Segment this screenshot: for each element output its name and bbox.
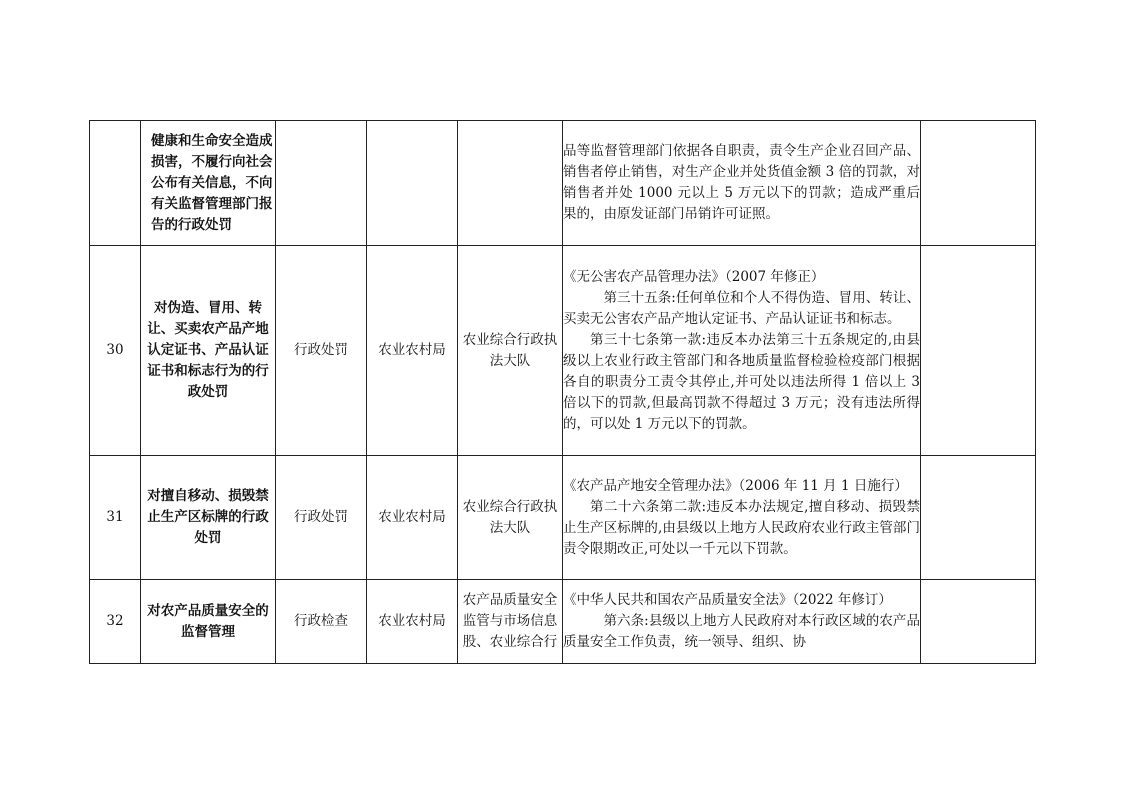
table-row — [90, 121, 1036, 246]
table-row — [90, 456, 1036, 580]
item-department: 农业农村局 — [367, 246, 458, 456]
item-type — [276, 121, 367, 246]
item-type: 行政处罚 — [276, 456, 367, 580]
authority-list-table — [89, 120, 1036, 664]
item-name: 对擅自移动、损毁禁止生产区标牌的行政处罚 — [141, 456, 276, 580]
basis-paragraph: 品等监督管理部门依据各自职责，责令生产企业召回产品、销售者停止销售，对生产企业并处货值金额 3 倍的罚款，对销售者并处 1000 元以上 5 万元以下的罚款；造成严重后果的，由原发证部门吊销许可证照。 — [563, 143, 920, 222]
basis-paragraph: 第六条:县级以上地方人民政府对本行政区域的农产品质量安全工作负责，统一领导、组织、协 — [563, 613, 920, 650]
row-number — [90, 121, 141, 246]
item-type: 行政检查 — [276, 580, 367, 664]
item-unit: 农业综合行政执法大队 — [458, 456, 563, 580]
item-name: 对伪造、冒用、转让、买卖农产品产地认定证书、产品认证证书和标志行为的行政处罚 — [141, 246, 276, 456]
item-remark — [921, 456, 1036, 580]
item-department: 农业农村局 — [367, 580, 458, 664]
item-department: 农业农村局 — [367, 456, 458, 580]
item-department — [367, 121, 458, 246]
item-unit — [458, 121, 563, 246]
row-number: 31 — [90, 456, 141, 580]
item-basis — [563, 121, 921, 246]
item-remark — [921, 580, 1036, 664]
basis-source: 《农产品产地安全管理办法》（2006 年 11 月 1 日施行） — [563, 477, 908, 494]
table-row — [90, 246, 1036, 456]
item-basis — [563, 456, 921, 580]
item-type: 行政处罚 — [276, 246, 367, 456]
basis-paragraph: 第三十五条:任何单位和个人不得伪造、冒用、转让、买卖无公害农产品产地认定证书、产品认证证书和标志。 — [563, 289, 920, 327]
row-number: 32 — [90, 580, 141, 664]
item-unit: 农业综合行政执法大队 — [458, 246, 563, 456]
row-number: 30 — [90, 246, 141, 456]
basis-source: 《中华人民共和国农产品质量安全法》（2022 年修订） — [563, 592, 892, 608]
item-remark — [921, 121, 1036, 246]
basis-source: 《无公害农产品管理办法》（2007 年修正） — [563, 268, 825, 285]
table-row — [90, 580, 1036, 664]
item-remark — [921, 246, 1036, 456]
item-unit: 农产品质量安全监管与市场信息股、农业综合行 — [458, 580, 563, 664]
basis-paragraph: 第三十七条第一款:违反本办法第三十五条规定的,由县级以上农业行政主管部门和各地质量监督检验检疫部门根据各自的职责分工责令其停止,并可处以违法所得 1 倍以上 3 倍以下的罚款,但最高罚款不得超过 3 万元；没有违法所得的，可以处 1 万元以下的罚款。 — [563, 331, 920, 432]
item-name: 对农产品质量安全的监督管理 — [141, 580, 276, 664]
item-basis — [563, 580, 921, 664]
item-basis — [563, 246, 921, 456]
item-name: 健康和生命安全造成损害，不履行向社会公布有关信息，不向有关监督管理部门报告的行政处罚 — [141, 121, 276, 246]
basis-paragraph: 第二十六条第二款:违反本办法规定,擅自移动、损毁禁止生产区标牌的,由县级以上地方人民政府农业行政主管部门责令限期改正,可处以一千元以下罚款。 — [563, 498, 920, 557]
